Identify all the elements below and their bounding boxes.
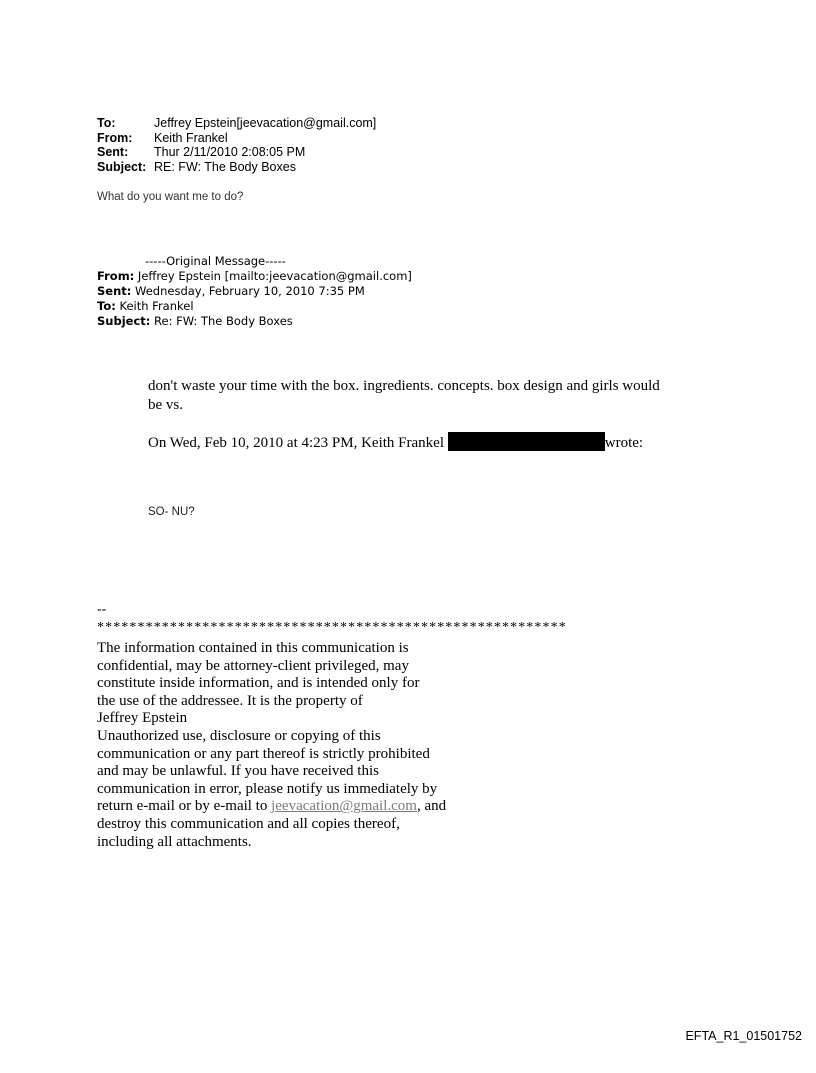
quoted-attribution (148, 432, 643, 453)
orig-sent-value: Wednesday, February 10, 2010 7:35 PM (131, 284, 365, 298)
original-message-header (97, 254, 412, 329)
reply-text: What do you want me to do? (97, 191, 244, 203)
original-divider: -----Original Message----- (145, 254, 286, 268)
disclaimer-line: communication or any part thereof is strictly prohibited (97, 745, 430, 762)
disclaimer-line: The information contained in this communication is (97, 640, 409, 656)
from-value: Keith Frankel (154, 130, 228, 145)
disclaimer-line: communication in error, please notify us immediately by (97, 780, 438, 797)
disclaimer-line: confidential, may be attorney-client privileged, may (97, 657, 409, 674)
quoted-line-1: don't waste your time with the box. ingredients. concepts. box design and girls would (148, 378, 660, 394)
confidentiality-disclaimer (97, 640, 517, 851)
disclaimer-line: Unauthorized use, disclosure or copying of this (97, 727, 381, 744)
attribution-end: wrote: (604, 435, 644, 451)
disclaimer-line: including all attachments. (97, 833, 252, 850)
disclaimer-text: , and (416, 798, 447, 815)
sent-label: Sent: (97, 145, 129, 159)
signature-dashes: -- (97, 602, 107, 617)
orig-from-label: From: (97, 269, 135, 283)
from-label: From: (97, 130, 133, 145)
subject-value: RE: FW: The Body Boxes (154, 159, 296, 174)
attribution-text: On Wed, Feb 10, 2010 at 4:23 PM, Keith Frankel (148, 435, 448, 451)
disclaimer-line: Jeffrey Epstein (97, 710, 188, 727)
to-label: To: (97, 116, 116, 130)
orig-from-value: Jeffrey Epstein [mailto:jeevacation@gmail.com] (134, 269, 412, 283)
disclaimer-line: the use of the addressee. It is the property of (97, 692, 363, 709)
quoted-line-2: be vs. (148, 397, 183, 413)
orig-subject-label: Subject: (97, 314, 151, 328)
orig-to-value: Keith Frankel (115, 299, 194, 313)
orig-subject-value: Re: FW: The Body Boxes (150, 314, 293, 328)
to-value: Jeffrey Epstein[jeevacation@gmail.com] (154, 116, 377, 130)
sent-value: Thur 2/11/2010 2:08:05 PM (154, 145, 306, 159)
document-id: EFTA_R1_01501752 (685, 1029, 802, 1043)
disclaimer-line (97, 798, 517, 816)
disclaimer-text: return e-mail or by e-mail to (97, 798, 272, 815)
orig-sent-label: Sent: (97, 284, 132, 298)
inner-message: SO- NU? (148, 506, 195, 518)
quoted-body (148, 377, 660, 415)
disclaimer-line: destroy this communication and all copies thereof, (97, 815, 400, 832)
email-header (97, 116, 376, 174)
email-link[interactable]: jeevacation@gmail.com (271, 798, 417, 815)
subject-label: Subject: (97, 159, 147, 174)
disclaimer-line: constitute inside information, and is intended only for (97, 675, 420, 692)
signature-stars: ********************************************************** (97, 620, 567, 635)
disclaimer-line: and may be unlawful. If you have received this (97, 763, 379, 780)
redaction-box (448, 432, 605, 451)
orig-to-label: To: (97, 299, 116, 313)
